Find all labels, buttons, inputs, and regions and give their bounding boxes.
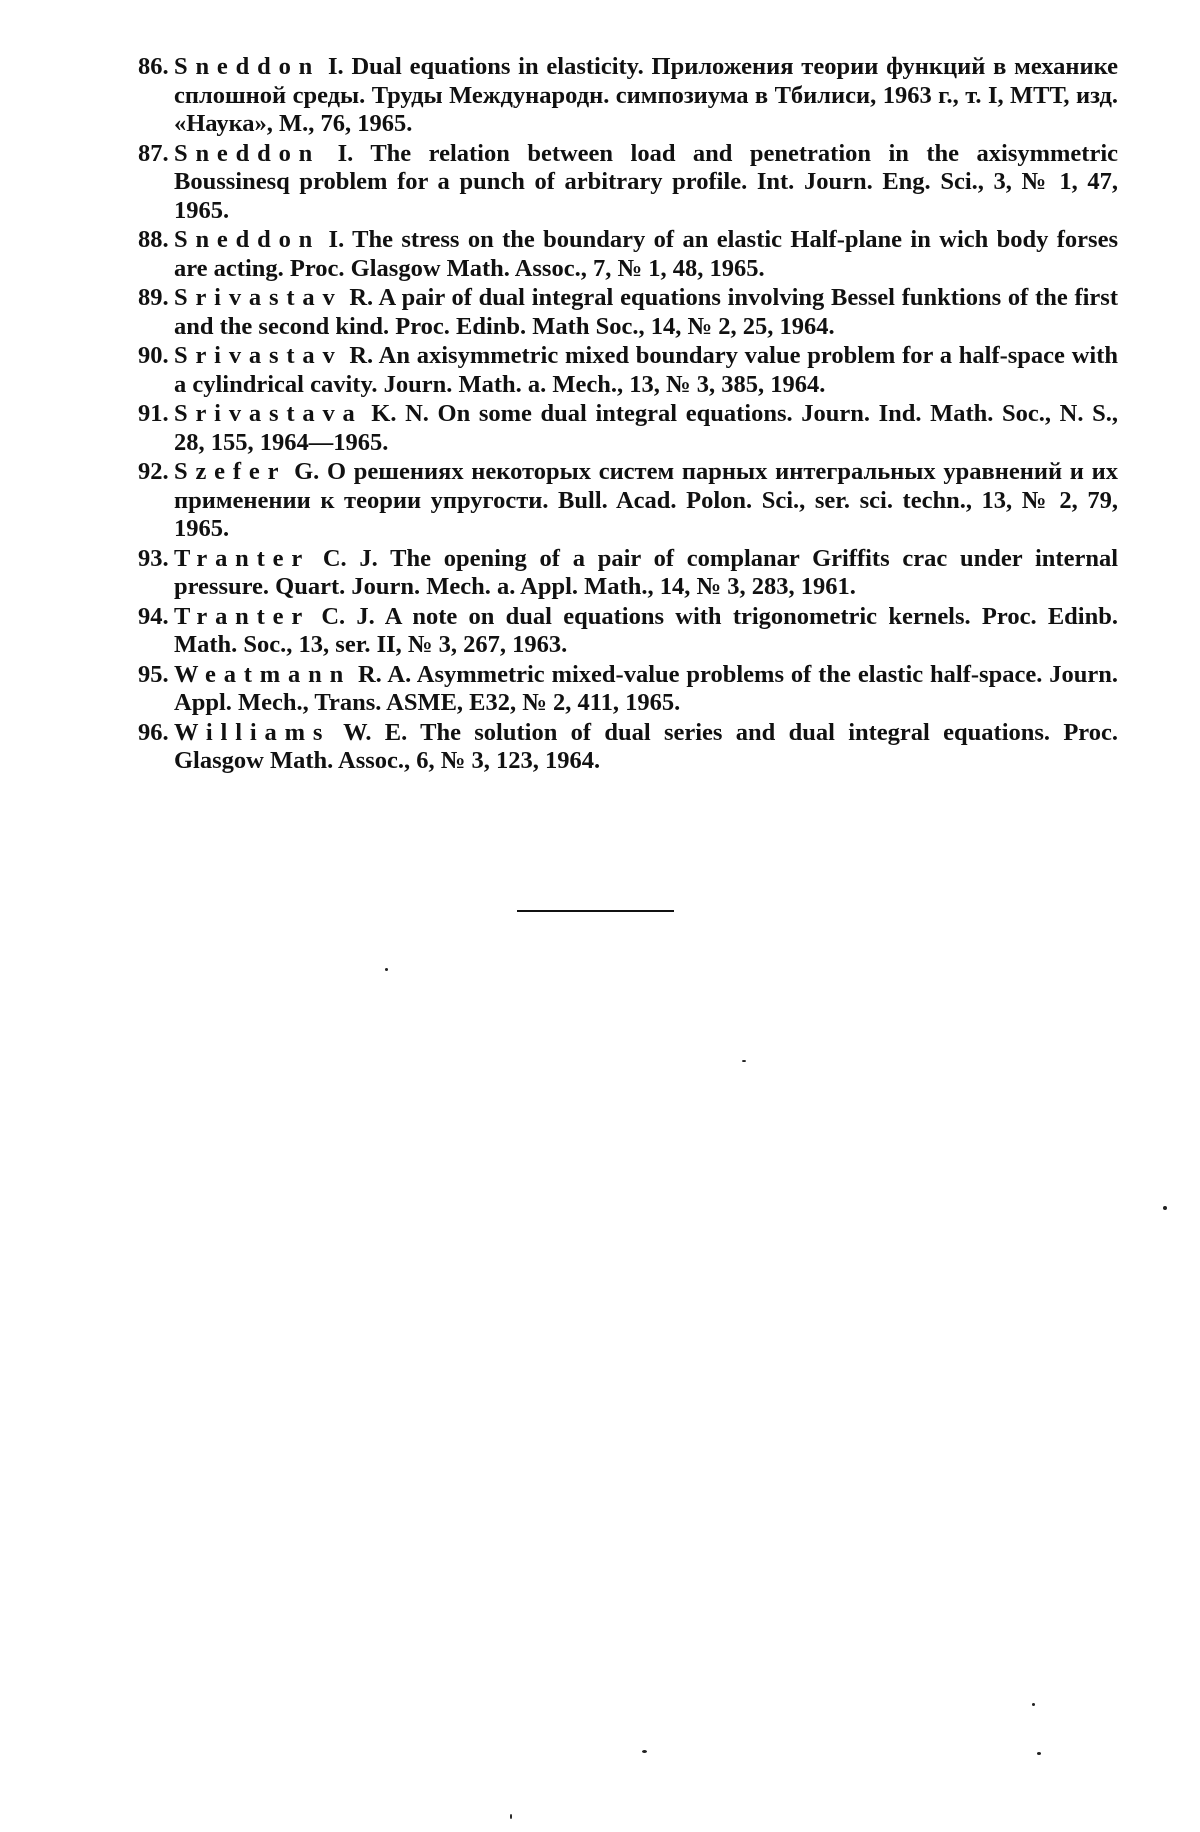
reference-initials: R. bbox=[349, 284, 374, 311]
reference-item bbox=[138, 53, 1118, 139]
reference-item bbox=[138, 140, 1118, 226]
reference-author: Tranter bbox=[174, 602, 311, 630]
reference-initials: I. bbox=[337, 139, 354, 167]
reference-item bbox=[138, 719, 1118, 776]
reference-initials: R. A. bbox=[357, 660, 412, 688]
reference-initials: I. bbox=[328, 226, 345, 253]
reference-text: The stress on the boundary of an elastic Half-plane in wich body forses are acting. Proc. Glasgow Math. Assoc., 7, № 1, 48, 1965. bbox=[174, 226, 1119, 282]
reference-author: Srivastav bbox=[174, 284, 343, 311]
scan-speck bbox=[510, 1814, 512, 1819]
reference-item bbox=[138, 226, 1118, 283]
reference-initials: I. bbox=[327, 53, 344, 80]
reference-text: Asymmetric mixed-value problems of the elastic half-space. Journ. Appl. Mech., Trans. ASME, E32, № 2, 411, 1965. bbox=[174, 660, 1119, 716]
scan-speck bbox=[1163, 1206, 1167, 1210]
scan-speck bbox=[1037, 1752, 1041, 1755]
reference-initials: R. bbox=[349, 342, 374, 369]
reference-author: Sneddon bbox=[174, 139, 321, 167]
reference-initials: C. J. bbox=[321, 602, 375, 630]
reference-author: Tranter bbox=[174, 544, 311, 572]
reference-number: 92. bbox=[138, 458, 169, 485]
reference-number: 90. bbox=[138, 342, 169, 369]
reference-text: The opening of a pair of complanar Griffits crac under internal pressure. Quart. Journ. Mech. a. Appl. Math., 14, № 3, 283, 1961. bbox=[174, 544, 1118, 600]
reference-text: О решениях некоторых систем парных интегральных уравнений и их применении к теории упругости. Bull. Acad. Polon. Sci., ser. sci. techn., 13, № 2, 79, 1965. bbox=[174, 458, 1119, 542]
reference-item bbox=[138, 458, 1118, 544]
scan-speck bbox=[742, 1060, 746, 1062]
scan-speck bbox=[1032, 1703, 1035, 1706]
reference-initials: G. bbox=[294, 458, 320, 485]
reference-number: 87. bbox=[138, 139, 169, 167]
reference-number: 95. bbox=[138, 660, 169, 688]
reference-item bbox=[138, 284, 1118, 341]
reference-text: On some dual integral equations. Journ. Ind. Math. Soc., N. S., 28, 155, 1964—1965. bbox=[174, 400, 1118, 456]
reference-initials: W. E. bbox=[343, 718, 408, 746]
reference-author: Sneddon bbox=[174, 226, 321, 253]
reference-text: The solution of dual series and dual integral equations. Proc. Glasgow Math. Assoc., 6, № 3, 123, 1964. bbox=[174, 718, 1118, 774]
reference-item bbox=[138, 342, 1118, 399]
reference-initials: K. N. bbox=[371, 400, 429, 427]
reference-number: 91. bbox=[138, 400, 169, 427]
reference-number: 96. bbox=[138, 718, 169, 746]
reference-author: Sneddon bbox=[174, 53, 321, 80]
reference-text: Dual equations in elasticity. Приложения теории функций в механике сплошной среды. Труды Междунаpодн. симпозиума в Тбилиси, 1963 г., т. I, МТТ, изд. «Наука», М., 76, 1965. bbox=[174, 53, 1119, 137]
reference-text: A pair of dual integral equations involving Bessel funktions of the first and the second kind. Proc. Edinb. Math Soc., 14, № 2, 25, 1964. bbox=[174, 284, 1118, 340]
reference-author: Williams bbox=[174, 718, 331, 746]
reference-item bbox=[138, 545, 1118, 602]
reference-list bbox=[138, 53, 1118, 777]
reference-number: 93. bbox=[138, 544, 169, 572]
reference-item bbox=[138, 603, 1118, 660]
reference-author: Srivastava bbox=[174, 400, 363, 427]
scan-speck bbox=[642, 1750, 647, 1753]
reference-text: The relation between load and penetration in the axisymmetric Boussinesq problem for a punch of arbitrary profile. Int. Journ. Eng. Sci., 3, № 1, 47, 1965. bbox=[174, 139, 1119, 224]
reference-number: 88. bbox=[138, 226, 169, 253]
reference-text: A note on dual equations with trigonometric kernels. Proc. Edinb. Math. Soc., 13, ser. II, № 3, 267, 1963. bbox=[174, 602, 1118, 658]
reference-author: Szefer bbox=[174, 458, 287, 485]
reference-item bbox=[138, 400, 1118, 457]
end-divider-rule bbox=[517, 910, 674, 912]
reference-number: 86. bbox=[138, 53, 169, 80]
reference-item bbox=[138, 661, 1118, 718]
reference-number: 94. bbox=[138, 602, 169, 630]
scan-speck bbox=[385, 968, 388, 971]
reference-number: 89. bbox=[138, 284, 169, 311]
reference-text: An axisymmetric mixed boundary value problem for a half-space with a cylindrical cavity. Journ. Math. a. Mech., 13, № 3, 385, 1964. bbox=[174, 342, 1118, 398]
reference-initials: C. J. bbox=[322, 544, 378, 572]
reference-author: Srivastav bbox=[174, 342, 343, 369]
reference-author: Weatmann bbox=[174, 660, 352, 688]
